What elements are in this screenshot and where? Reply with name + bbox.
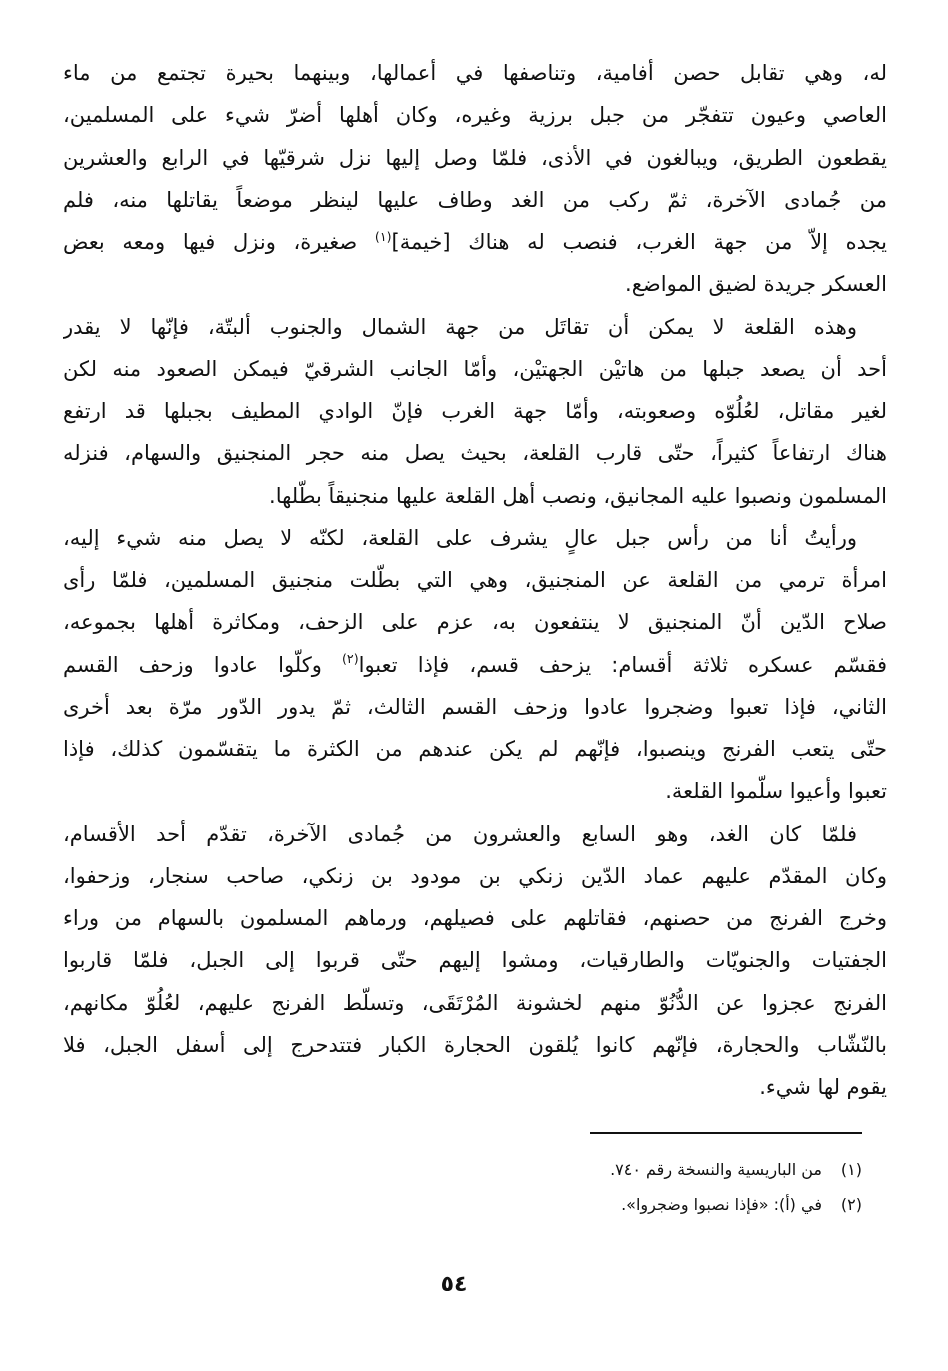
footnote-number: (١)	[840, 1160, 862, 1179]
text-line: المسلمون ونصبوا عليه المجانيق، ونصب أهل القلعة عليها منجنيقاً بطّلها.	[269, 483, 887, 508]
text-segment: فقسّم عسكره ثلاثة أقسام: يزحف قسم، فإذا تعبوا	[358, 652, 887, 677]
text-line: الفرنج عجزوا عن الدُّنُوّ منهم لخشونة المُرْتَقَى، وتسلّط الفرنج عليهم، لعُلُوّ مكانهم،	[63, 990, 887, 1015]
footnote-ref[interactable]: (١)	[374, 228, 392, 244]
text-line: الثاني، فإذا تعبوا وضجروا عادوا وزحف القسم الثالث، ثمّ يدور الدّور مرّة بعد أخرى	[63, 694, 887, 719]
text-line	[63, 644, 887, 686]
text-line: صلاح الدّين أنّ المنجنيق لا ينتفعون به، عزم على الزحف، ومكاثرة أهلها بجموعه،	[63, 610, 887, 635]
text-line: وهذه القلعة لا يمكن أن تقاتَل من جهة الشمال والجنوب ألبتّة، فإنّها لا يقدر	[63, 314, 857, 339]
text-line: ورأيتُ أنا من رأس جبل عالٍ يشرف على القلعة، لكنّه لا يصل منه شيء إليه،	[63, 525, 857, 550]
text-line: حتّى يتعب الفرنج وينصبوا، فإنّهم لم يكن عندهم من الكثرة ما يتقسّمون كذلك، فإذا	[63, 737, 887, 761]
footnote-number: (٢)	[840, 1195, 862, 1214]
text-line: أحد أن يصعد جبلها من هاتيْن الجهتيْن، وأمّا الجانب الشرقيّ فيمكن الصعود منه لكن	[63, 356, 887, 381]
text-segment: صغيرة، ونزل فيها ومعه بعض	[63, 230, 375, 254]
text-line: من جُمادى الآخرة، ثمّ ركب من الغد وطاف عليها لينظر موضعاً يقاتلها منه، فلم	[63, 187, 887, 212]
page-number: ٥٤	[440, 1272, 468, 1297]
text-line	[63, 221, 887, 263]
text-line: يقوم لها شيء.	[759, 1075, 887, 1099]
text-line: العسكر جريدة لضيق المواضع.	[625, 272, 887, 297]
paragraph	[63, 517, 887, 813]
text-line: امرأة ترمي من القلعة عن المنجنيق، وهي التي بطّلت منجنيق المسلمين، فلمّا رأى	[63, 568, 887, 592]
text-line: له، وهي تقابل حصن أفامية، وتناصفها في أعمالها، وبينهما بحيرة تجتمع من ماء	[63, 61, 887, 85]
paragraph	[63, 306, 887, 517]
text-line: وخرج الفرنج من حصنهم، فقاتلهم على فصيلهم، ورماهم المسلمون بالسهام من وراء	[63, 906, 887, 930]
footnote-separator	[590, 1132, 862, 1134]
text-line: الجفتيات والجنويّات والطارقيات، ومشوا إليهم حتّى قربوا إلى الجبل، فلمّا قاربوا	[63, 948, 887, 973]
footnote-ref[interactable]: (٢)	[342, 651, 359, 667]
text-line: العاصي وعيون تتفجّر من جبل برزية وغيره، وكان أهلها أضرّ شيء على المسلمين،	[63, 103, 887, 128]
text-segment: وكلّوا عادوا وزحف القسم	[63, 652, 342, 677]
paragraph	[63, 813, 887, 1109]
text-line: وكان المقدّم عليهم عماد الدّين زنكي بن مودود بن زنكي، صاحب سنجار، وزحفوا،	[63, 863, 887, 888]
footnote	[610, 1158, 862, 1182]
body-text	[63, 52, 887, 1108]
text-line: تعبوا وأعيوا سلّموا القلعة.	[665, 779, 887, 804]
text-line: لغير مقاتل، لعُلُوّه وصعوبته، وأمّا جهة الغرب فإنّ الوادي المطيف بجبلها قد ارتفع	[63, 399, 887, 423]
text-line: هناك ارتفاعاً كثيراً، حتّى قارب القلعة، بحيث يصل منه حجر المنجنيق والسهام، فنزله	[63, 441, 887, 466]
text-segment: يجده إلاّ من جهة الغرب، فنصب له هناك [خيمة]	[391, 230, 887, 254]
text-line: فلمّا كان الغد، وهو السابع والعشرون من جُمادى الآخرة، تقدّم أحد الأقسام،	[63, 821, 857, 846]
text-line: بالنّشّاب والحجارة، فإنّهم كانوا يُلقون الحجارة الكبار فتتدحرج إلى أسفل الجبل، فلا	[63, 1032, 887, 1057]
text-line: يقطعون الطريق، ويبالغون في الأذى، فلمّا وصل إليها نزل شرقيّها في الرابع والعشرين	[63, 145, 887, 170]
footnote	[621, 1193, 862, 1217]
paragraph	[63, 52, 887, 306]
footnote-text: من الباريسية والنسخة رقم ٧٤٠.	[610, 1160, 822, 1179]
footnote-text: في (أ): «فإذا نصبوا وضجروا».	[621, 1195, 822, 1214]
